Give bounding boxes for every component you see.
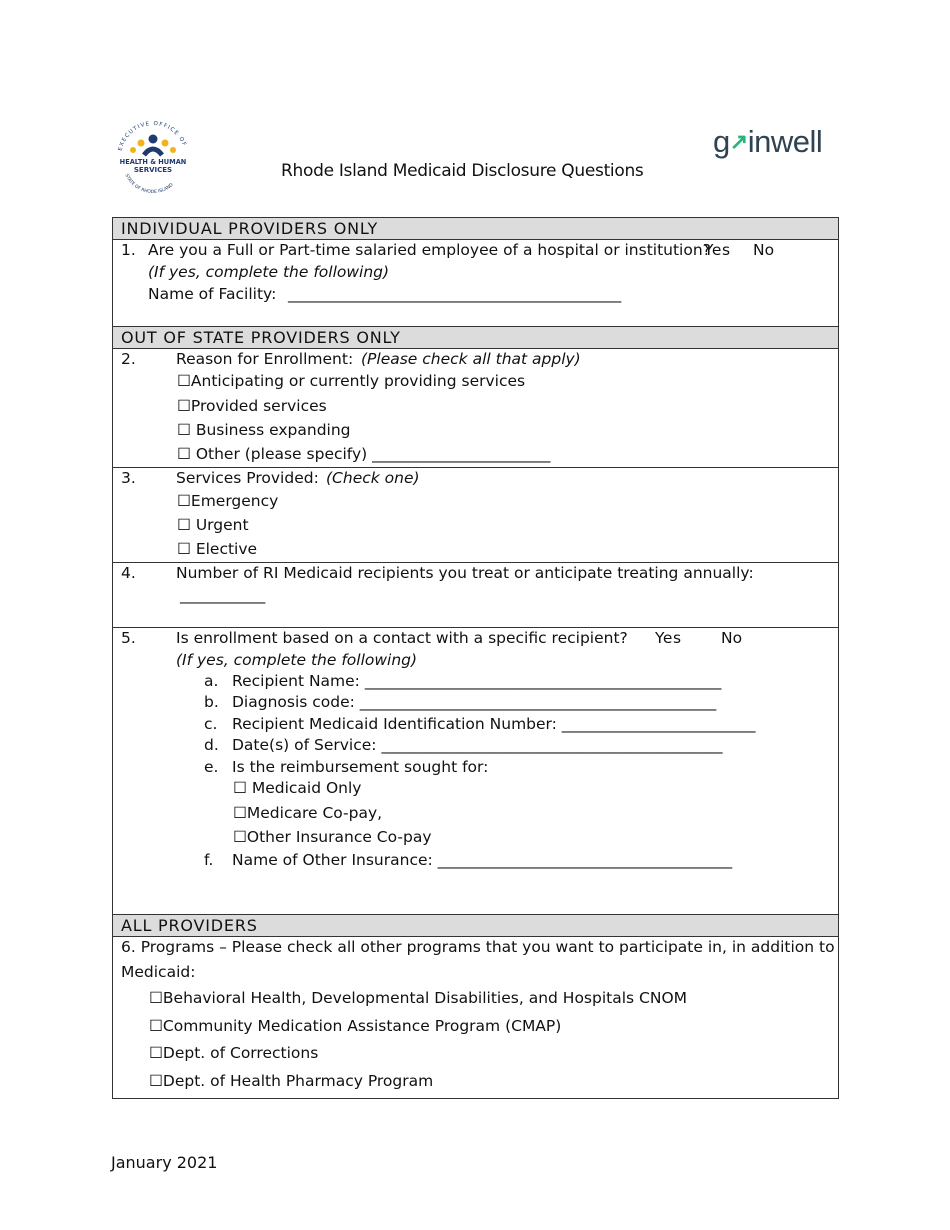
- brand-left: g: [713, 124, 730, 159]
- q3-number: 3.: [121, 469, 136, 487]
- q5e-text: Is the reimbursement sought for:: [232, 758, 489, 776]
- q5-no-option[interactable]: No: [721, 629, 743, 647]
- q6-option-bhddh-cnom[interactable]: ☐Behavioral Health, Developmental Disabilities, and Hospitals CNOM: [149, 989, 688, 1007]
- q5e-option-medicaid-only[interactable]: ☐ Medicaid Only: [233, 779, 362, 797]
- svg-text:STATE OF RHODE ISLAND: [124, 173, 175, 195]
- question-5: [113, 628, 838, 915]
- q5d-dates-field[interactable]: Date(s) of Service: ____________________________________________: [232, 736, 723, 754]
- q6-option-cmap[interactable]: ☐Community Medication Assistance Program (CMAP): [149, 1017, 562, 1035]
- q3-option-elective[interactable]: ☐ Elective: [177, 540, 258, 558]
- q1-facility-field[interactable]: ___________________________________________: [288, 285, 622, 303]
- section-header-out-of-state: OUT OF STATE PROVIDERS ONLY: [113, 327, 838, 349]
- q4-count-field[interactable]: ___________: [180, 586, 266, 604]
- question-1: [113, 240, 838, 327]
- q4-text: Number of RI Medicaid recipients you treat or anticipate treating annually:: [176, 564, 754, 582]
- section-header-individual: INDIVIDUAL PROVIDERS ONLY: [113, 218, 838, 240]
- q2-option-anticipating[interactable]: ☐Anticipating or currently providing services: [177, 372, 526, 390]
- q5-yes-option[interactable]: Yes: [655, 629, 682, 647]
- q1-yes-option[interactable]: Yes: [704, 241, 731, 259]
- q5-text: Is enrollment based on a contact with a specific recipient?: [176, 629, 628, 647]
- q6-text-line1: 6. Programs – Please check all other programs that you want to participate in, in addition to: [121, 938, 835, 956]
- eohhs-seal-icon: [113, 117, 193, 195]
- q3-option-emergency[interactable]: ☐Emergency: [177, 492, 279, 510]
- q3-note: (Check one): [326, 469, 420, 487]
- q6-option-corrections[interactable]: ☐Dept. of Corrections: [149, 1044, 319, 1062]
- brand-right: inwell: [747, 124, 823, 159]
- q5b-diagnosis-field[interactable]: Diagnosis code: ______________________________________________: [232, 693, 717, 711]
- disclosure-form: [112, 217, 839, 1099]
- q6-option-health-pharmacy[interactable]: ☐Dept. of Health Pharmacy Program: [149, 1072, 434, 1090]
- section-header-all: ALL PROVIDERS: [113, 915, 838, 937]
- q6-text-line2: Medicaid:: [121, 963, 196, 981]
- q4-number: 4.: [121, 564, 136, 582]
- logo-top-text: EXECUTIVE OFFICE OF: [117, 120, 188, 152]
- q5c-letter: c.: [204, 715, 218, 733]
- svg-text:SERVICES: SERVICES: [133, 166, 173, 174]
- page-title: Rhode Island Medicaid Disclosure Questions: [281, 161, 644, 181]
- q3-option-urgent[interactable]: ☐ Urgent: [177, 516, 249, 534]
- q5e-option-other-insurance[interactable]: ☐Other Insurance Co-pay: [233, 828, 432, 846]
- q1-text: Are you a Full or Part-time salaried employee of a hospital or institution?: [148, 241, 711, 259]
- q1-number: 1.: [121, 241, 136, 259]
- question-6: [113, 937, 838, 1098]
- question-2: [113, 349, 838, 468]
- brand-arrow-icon: ↗: [729, 129, 748, 154]
- logo-bottom-text: STATE OF RHODE ISLAND: [123, 173, 175, 195]
- svg-text:HEALTH & HUMAN: HEALTH & HUMAN: [119, 158, 187, 166]
- q5c-medicaid-id-field[interactable]: Recipient Medicaid Identification Number: _________________________: [232, 715, 756, 733]
- question-3: [113, 468, 838, 563]
- question-4: [113, 563, 838, 628]
- q5f-other-insurance-field[interactable]: Name of Other Insurance: ______________________________________: [232, 851, 733, 869]
- q1-note: (If yes, complete the following): [148, 263, 390, 281]
- q5f-letter: f.: [204, 851, 214, 869]
- q5e-letter: e.: [204, 758, 219, 776]
- q5d-letter: d.: [204, 736, 219, 754]
- gainwell-logo: [713, 124, 822, 160]
- q2-option-business[interactable]: ☐ Business expanding: [177, 421, 351, 439]
- q5-note: (If yes, complete the following): [176, 651, 418, 669]
- eohhs-logo: [113, 117, 193, 195]
- q1-facility-label: Name of Facility:: [148, 285, 277, 303]
- q2-option-provided[interactable]: ☐Provided services: [177, 397, 327, 415]
- q5a-letter: a.: [204, 672, 219, 690]
- q5a-recipient-name-field[interactable]: Recipient Name: ______________________________________________: [232, 672, 722, 690]
- q1-no-option[interactable]: No: [753, 241, 775, 259]
- q5b-letter: b.: [204, 693, 219, 711]
- q2-number: 2.: [121, 350, 136, 368]
- q5-number: 5.: [121, 629, 136, 647]
- q2-note: (Please check all that apply): [361, 350, 581, 368]
- q3-label: Services Provided:: [176, 469, 319, 487]
- q2-label: Reason for Enrollment:: [176, 350, 354, 368]
- q2-option-other[interactable]: ☐ Other (please specify) _______________________: [177, 445, 551, 463]
- footer-date: January 2021: [111, 1153, 218, 1172]
- q5e-option-medicare-copay[interactable]: ☐Medicare Co-pay,: [233, 804, 383, 822]
